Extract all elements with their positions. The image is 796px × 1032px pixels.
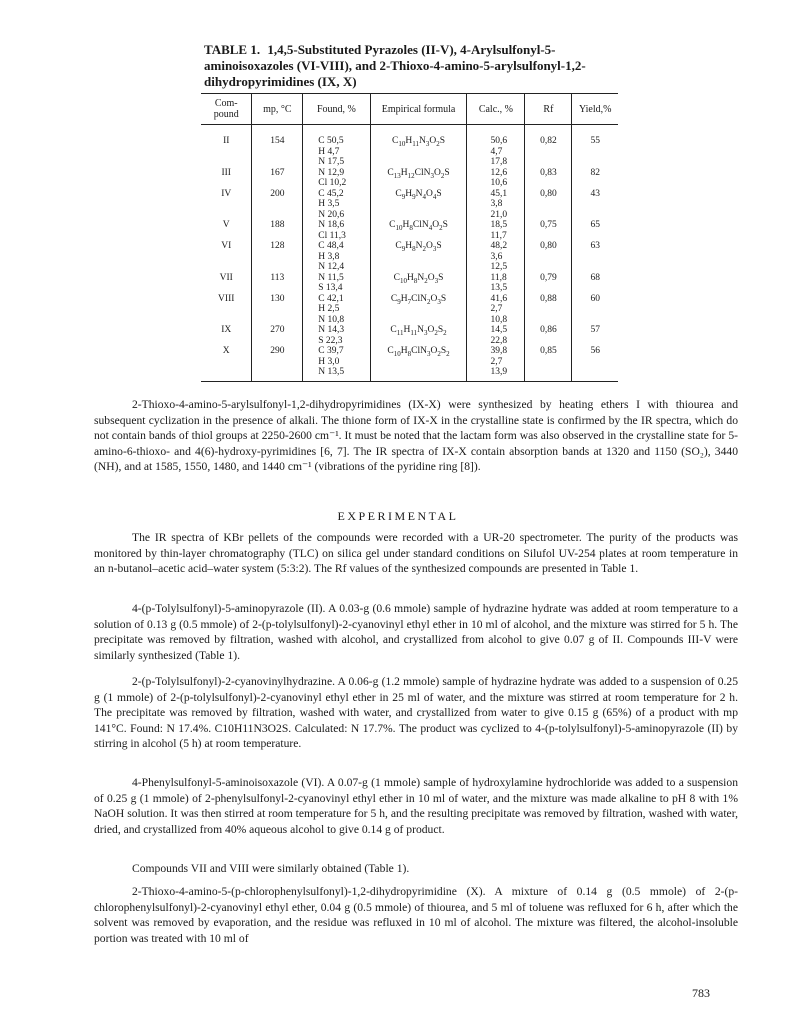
header-calc: Calc., % [467,94,525,125]
header-rf: Rf [525,94,572,125]
table-caption [204,42,644,90]
cell-rf: 0,79 [525,273,572,294]
table-row [201,241,618,273]
cell-mp: 130 [252,294,303,326]
cell-mp: 200 [252,189,303,221]
cell-rf: 0,80 [525,241,572,273]
cell-yield: 43 [572,189,618,221]
intro-text: 2-Thioxo-4-amino-5-arylsulfonyl-1,2-dihydropyrimidines (IX-X) were synthesized by heating ethers I with thiourea and subsequent cyclization in the presence of alkali. The thione form of IX-X in the crystalline state is confirmed by the IR spectra, which do not contain bands of thiol groups at 2250-2600 cm⁻¹. It must be noted that the lactam form was also observed in the crystalline state for 5-amino-6-thioxo- and 4(6)-hydroxy-pyrimidines [6, 7]. The IR spectra of IX-X contain absorption bands at 1320 and 1150 (SO₂), 3440 (NH), and at 1585, 1550, 1480, and 1440 cm⁻¹ (vibrations of the pyridine ring [8]). [94,398,738,474]
cell-yield: 82 [572,168,618,189]
cell-formula: $C_{10}H_8ClN_4O_2S$ [370,220,467,241]
cell-rf: 0,83 [525,168,572,189]
cell-calc: 41,6 2,7 10,8 [467,294,525,326]
cell-calc: 18,5 11,7 [467,220,525,241]
cell-compound: VII [219,272,233,283]
cell-calc: 12,6 10,6 [467,168,525,189]
intro-paragraph [94,397,738,475]
cell-calc: 48,2 3,6 12,5 [467,241,525,273]
page-number: 783 [692,986,710,1000]
data-table [201,93,618,382]
cell-found: N 12,9 Cl 10,2 [303,168,370,189]
cell-calc: 39,8 2,7 13,9 [467,346,525,381]
cell-mp: 113 [252,273,303,294]
experimental-paragraph-2 [94,601,738,663]
cell-compound: VI [221,241,232,251]
cell-formula: $C_9H_7ClN_2O_3S$ [370,294,467,326]
cell-found: C 45,2 H 3,5 N 20,6 [303,189,370,221]
cell-found: C 39,7 H 3,0 N 13,5 [303,346,370,381]
cell-found: C 48,4 H 3,8 N 12,4 [303,241,370,273]
cell-rf: 0,75 [525,220,572,241]
cell-compound: IV [221,188,232,199]
table-body [201,125,618,382]
cell-found: N 18,6 Cl 11,3 [303,220,370,241]
table-row [201,273,618,294]
experimental-paragraph-5 [94,861,738,877]
cell-rf: 0,86 [525,325,572,346]
cell-found: N 14,3 S 22,3 [303,325,370,346]
cell-formula: $C_{10}H_{11}N_3O_2S$ [370,125,467,168]
cell-found: N 11,5 S 13,4 [303,273,370,294]
exp2-text: 4-(p-Tolylsulfonyl)-5-aminopyrazole (II). A 0.03-g (0.6 mmole) sample of hydrazine hydrate was added at room temperature to a solution of 0.13 g (0.5 mmole) of 2-(p-tolylsulfonyl)-2-cyanovinyl ethyl ether in 10 ml of alcohol, and the mixture was stirred for 5 h. The precipitate was removed by filtration, washed with alcohol, and crystallized from alcohol to give 0.07 g of II. Compounds III-V were similarly synthesized (Table 1). [94,602,738,662]
section-heading: EXPERIMENTAL [337,509,459,523]
cell-formula: $C_{11}H_{11}N_3O_2S_2$ [370,325,467,346]
table-title-text: 1,4,5-Substituted Pyrazoles (II-V), 4-Arylsulfonyl-5-aminoisoxazoles (VI-VIII), and 2-Thioxo-4-amino-5-arylsulfonyl-1,2-dihydropyrimidines (IX, X) [204,42,586,89]
cell-formula: $C_{13}H_{12}ClN_3O_2S$ [370,168,467,189]
cell-mp: 290 [252,346,303,381]
cell-compound: IX [221,325,232,335]
exp6-text: 2-Thioxo-4-amino-5-(p-chlorophenylsulfonyl)-1,2-dihydropyrimidine (X). A mixture of 0.14 g (0.5 mmole) of 2-(p-chlorophenylsulfonyl)-2-cyanovinyl ethyl ether, 0.04 g (0.5 mmole) of thiourea, and 5 ml of toluene was refluxed for 6 h, after which the solvent was removed by evaporation, and the residue was refluxed in 10 ml of alcohol. The mixture was filtered, the alcohol-insoluble portion was treated with 10 ml of [94,885,738,945]
cell-formula: $C_9H_9N_4O_4S$ [370,189,467,221]
cell-yield: 57 [572,325,618,346]
cell-compound: II [223,136,230,146]
cell-mp: 188 [252,220,303,241]
experimental-paragraph-4 [94,775,738,837]
cell-mp: 270 [252,325,303,346]
cell-compound: VIII [218,293,235,304]
experimental-paragraph-3 [94,674,738,752]
cell-found: C 42,1 H 2,5 N 10,8 [303,294,370,326]
table-row [201,168,618,189]
experimental-paragraph-6 [94,884,738,946]
header-found: Found, % [303,94,370,125]
header-formula: Empirical formula [370,94,467,125]
cell-rf: 0,82 [525,125,572,168]
table-row [201,220,618,241]
cell-calc: 14,5 22,8 [467,325,525,346]
cell-calc: 11,8 13,5 [467,273,525,294]
experimental-paragraph-1 [94,530,738,577]
cell-compound: III [221,167,231,178]
table-row [201,346,618,381]
exp3-text: 2-(p-Tolylsulfonyl)-2-cyanovinylhydrazine. A 0.06-g (1.2 mmole) sample of hydrazine hydrate was added to a suspension of 0.25 g (1 mmole) of 2-(p-tolylsulfonyl)-2-cyanovinyl ethyl ether in 25 ml of water, and the mixture was stirred at room temperature for 2 h. The precipitate was removed by filtration, washed with water, and crystallized from water to give 0.15 g (65%) of a product with mp 141°C. Found: N 17.4%. C10H11N3O2S. Calculated: N 17.7%. The product was cyclized to 4-(p-tolylsulfonyl)-5-aminopyrazole (II) by stirring in alcohol (5 h) at room temperature. [94,675,738,751]
cell-yield: 63 [572,241,618,273]
cell-yield: 60 [572,294,618,326]
cell-formula: $C_9H_8N_2O_3S$ [370,241,467,273]
header-mp: mp, °C [252,94,303,125]
cell-calc: 45,1 3,8 21,0 [467,189,525,221]
table-number: TABLE 1. [204,42,261,57]
header-yield: Yield,% [572,94,618,125]
cell-formula: $C_{10}H_8ClN_3O_2S_2$ [370,346,467,381]
table-row [201,325,618,346]
table-row [201,125,618,168]
cell-found: C 50,5 H 4,7 N 17,5 [303,125,370,168]
cell-compound: V [222,220,230,230]
cell-yield: 55 [572,125,618,168]
cell-rf: 0,88 [525,294,572,326]
table-row [201,294,618,326]
exp1-text: The IR spectra of KBr pellets of the compounds were recorded with a UR-20 spectrometer. The purity of the products was monitored by thin-layer chromatography (TLC) on silica gel under standard conditions on Silufol UV-254 plates at room temperature in an n-butanol–acetic acid–water system (5:3:2). The Rf values of the synthesized compounds are presented in Table 1. [94,531,738,576]
table-header-row [201,94,618,125]
cell-mp: 167 [252,168,303,189]
exp5-text: Compounds VII and VIII were similarly obtained (Table 1). [132,862,410,875]
exp4-text: 4-Phenylsulfonyl-5-aminoisoxazole (VI). A 0.07-g (1 mmole) sample of hydroxylamine hydrochloride was added to a suspension of 0.25 g (1 mmole) of 2-phenylsulfonyl-2-cyanovinyl ethyl ether in 10 ml of water, and the mixture was made alkaline to pH 8 with 1% NaOH solution. It was then stirred at room temperature for 5 h, and the resulting precipitate was removed by filtration, washed with water, dried, and crystallized from 40% aqueous alcohol to give 0.14 g of product. [94,776,738,836]
cell-mp: 154 [252,125,303,168]
cell-yield: 68 [572,273,618,294]
cell-mp: 128 [252,241,303,273]
cell-rf: 0,85 [525,346,572,381]
cell-compound: X [201,346,252,381]
header-compound: Com-pound [201,94,252,125]
cell-formula: $C_{10}H_8N_2O_3S$ [370,273,467,294]
cell-rf: 0,80 [525,189,572,221]
cell-yield: 65 [572,220,618,241]
table-row [201,189,618,221]
cell-calc: 50,6 4,7 17,8 [467,125,525,168]
cell-yield: 56 [572,346,618,381]
